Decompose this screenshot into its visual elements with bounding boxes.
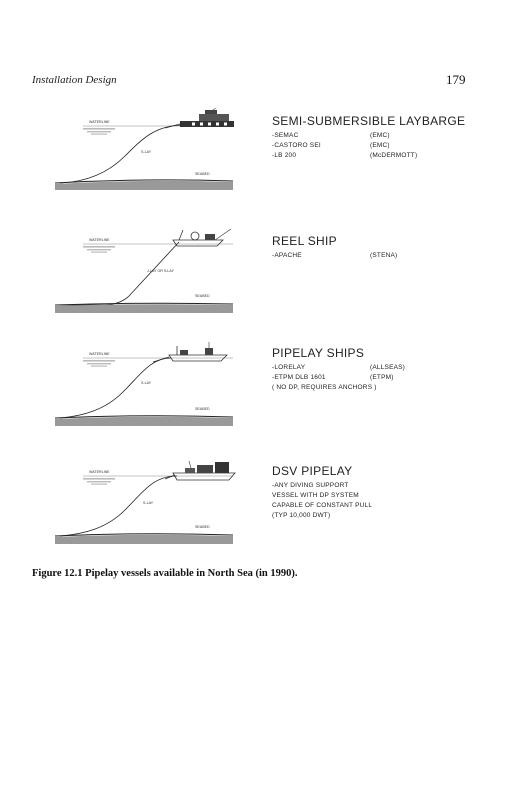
vessel-row (272, 141, 465, 151)
panel-title: REEL SHIP (272, 234, 337, 248)
pipeline-curve (60, 358, 171, 418)
vessel-name: -SEMAC (272, 132, 299, 139)
vessel-row (272, 373, 405, 383)
description-line: -ANY DIVING SUPPORT (272, 482, 349, 489)
vessel-owner: (EMC) (370, 142, 390, 149)
vessel-name: -LORELAY (272, 364, 306, 371)
vessel-row (272, 251, 397, 261)
reel-ship-icon (173, 229, 231, 246)
description-line: (TYP 10,000 DWT) (272, 512, 331, 519)
vessel-owner: (McDERMOTT) (370, 152, 418, 159)
seabed-label: SEABED (195, 294, 210, 298)
lay-method-label: J-LAY OR S-LAY (147, 269, 174, 273)
semi-submersible-barge-icon (165, 108, 234, 128)
description-line: VESSEL WITH DP SYSTEM (272, 492, 359, 499)
vessel-row (272, 383, 405, 393)
seabed-label: SEABED (195, 172, 210, 176)
seabed-label: SEABED (195, 525, 210, 529)
caption-block (272, 464, 372, 521)
vessel-row (272, 131, 465, 141)
pipeline-curve (60, 476, 177, 536)
running-head: Installation Design (32, 74, 117, 86)
figure-panel-pipelay-ships (0, 340, 515, 450)
vessel-name: -LB 200 (272, 152, 297, 159)
figure-caption: Figure 12.1 Pipelay vessels available in North Sea (in 1990). (32, 568, 298, 579)
figure-panel-laybarge (0, 108, 515, 218)
vessel-owner: (EMC) (370, 132, 390, 139)
vessel-row (272, 151, 465, 161)
waterline-label: WATERLINE (89, 352, 110, 356)
page-number: 179 (446, 72, 466, 87)
lay-method-label: S-LAY (143, 501, 154, 505)
figure-panel-reel-ship (0, 226, 515, 336)
panel-title: SEMI-SUBMERSIBLE LAYBARGE (272, 114, 466, 128)
waterline-label: WATERLINE (89, 238, 110, 242)
lay-method-label: S-LAY (141, 150, 152, 154)
vessel-owner: (ETPM) (370, 374, 394, 381)
waterline-label: WATERLINE (89, 120, 110, 124)
caption-block (272, 346, 405, 393)
pipelay-ship-drawing (55, 340, 245, 430)
figure-panel-dsv-pipelay (0, 458, 515, 568)
vessel-owner: (ALLSEAS) (370, 364, 406, 371)
waterline-label: WATERLINE (89, 470, 110, 474)
vessel-name: -ETPM DLB 1601 (272, 374, 326, 381)
reel-ship-drawing (55, 226, 245, 316)
pipeline-curve (60, 125, 182, 183)
laybarge-drawing (55, 108, 245, 192)
vessel-name: -CASTORO SEI (272, 142, 321, 149)
dsv-pipelay-drawing (55, 458, 245, 548)
vessel-owner: (STENA) (370, 252, 398, 259)
panel-title: DSV PIPELAY (272, 464, 353, 478)
pipeline-curve (60, 242, 179, 305)
vessel-row (272, 363, 405, 373)
diving-support-vessel-icon (165, 461, 235, 480)
panel-title: PIPELAY SHIPS (272, 346, 365, 360)
lay-method-label: S-LAY (141, 381, 152, 385)
vessel-note: ( NO DP, REQUIRES ANCHORS ) (272, 384, 377, 391)
seabed-label: SEABED (195, 407, 210, 411)
caption-block (272, 234, 397, 261)
vessel-name: -APACHE (272, 252, 302, 259)
caption-block (272, 114, 465, 161)
description-line: CAPABLE OF CONSTANT PULL (272, 502, 373, 509)
